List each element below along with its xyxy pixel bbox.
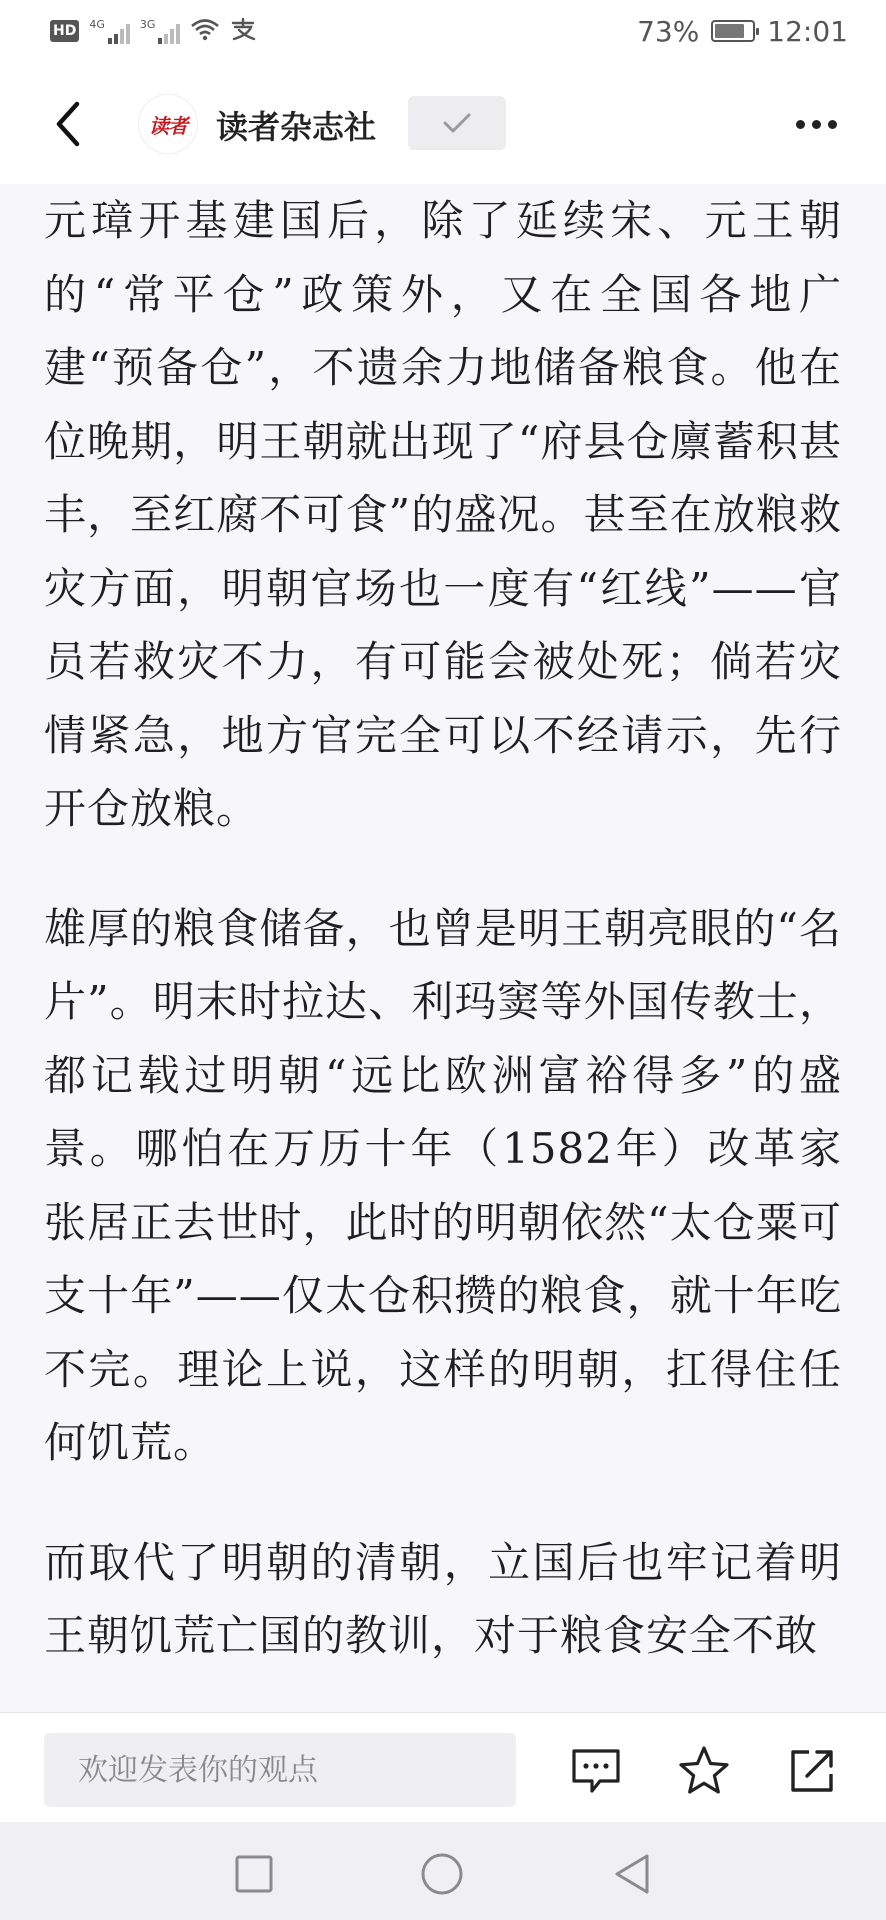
logo-text: 读者 <box>149 113 187 138</box>
status-left <box>50 15 256 48</box>
favorite-button[interactable] <box>674 1741 734 1801</box>
channel-logo[interactable] <box>138 94 198 154</box>
more-dot-icon <box>796 120 805 129</box>
comment-icon <box>570 1747 622 1795</box>
hd-icon: HD <box>50 20 79 42</box>
chevron-left-icon <box>53 100 83 148</box>
square-icon <box>234 1854 274 1894</box>
triangle-back-icon <box>611 1852 653 1896</box>
check-icon <box>442 112 472 134</box>
comments-button[interactable] <box>566 1741 626 1801</box>
status-bar <box>0 0 886 62</box>
app-header <box>0 62 886 184</box>
recent-apps-button[interactable] <box>226 1846 282 1902</box>
circle-icon <box>419 1851 465 1897</box>
article-paragraph: 而取代了明朝的清朝，立国后也牢记着明王朝饥荒亡国的教训，对于粮食安全不敢 <box>44 1537 842 1660</box>
home-button[interactable] <box>414 1846 470 1902</box>
share-button[interactable] <box>782 1741 842 1801</box>
followed-button[interactable] <box>408 96 506 150</box>
article-body <box>0 184 886 1712</box>
channel-name[interactable]: 读者杂志社 <box>216 108 377 146</box>
share-icon <box>787 1746 837 1796</box>
signal-3g-icon <box>140 18 181 44</box>
status-right <box>637 15 848 48</box>
wifi-icon <box>190 15 220 48</box>
clock: 12:01 <box>767 14 848 48</box>
battery-percent: 73% <box>637 14 700 48</box>
back-nav-button[interactable] <box>604 1846 660 1902</box>
more-dot-icon <box>828 120 837 129</box>
signal-4g-label: 4G <box>89 18 105 31</box>
article-paragraph: 元璋开基建国后，除了延续宋、元王朝的“常平仓”政策外，又在全国各地广建“预备仓”，不遗余力地储备粮食。他在位晚期，明王朝就出现了“府县仓廪蓄积甚丰，至红腐不可食”的盛况。甚至在放粮救灾方面，明朝官场也一度有“红线”——官员若救灾不力，有可能会被处死；倘若灾情紧急，地方官完全可以不经请示，先行开仓放粮。 <box>44 196 842 833</box>
signal-4g-icon <box>89 18 130 44</box>
more-dot-icon <box>812 120 821 129</box>
article-paragraph: 雄厚的粮食储备，也曾是明王朝亮眼的“名片”。明末时拉达、利玛窦等外国传教士，都记载过明朝“远比欧洲富裕得多”的盛景。哪怕在万历十年（1582年）改革家张居正去世时，此时的明朝依然“太仓粟可支十年”——仅太仓积攒的粮食，就十年吃不完。理论上说，这样的明朝，扛得住任何饥荒。 <box>44 903 842 1467</box>
alipay-icon <box>230 15 256 48</box>
comment-input[interactable] <box>44 1733 516 1807</box>
signal-3g-label: 3G <box>139 18 156 31</box>
battery-icon <box>711 20 755 42</box>
back-button[interactable] <box>38 94 98 154</box>
system-nav-bar <box>0 1822 886 1920</box>
bottom-action-bar <box>0 1712 886 1822</box>
more-options-button[interactable] <box>786 102 846 146</box>
star-icon <box>677 1745 731 1797</box>
